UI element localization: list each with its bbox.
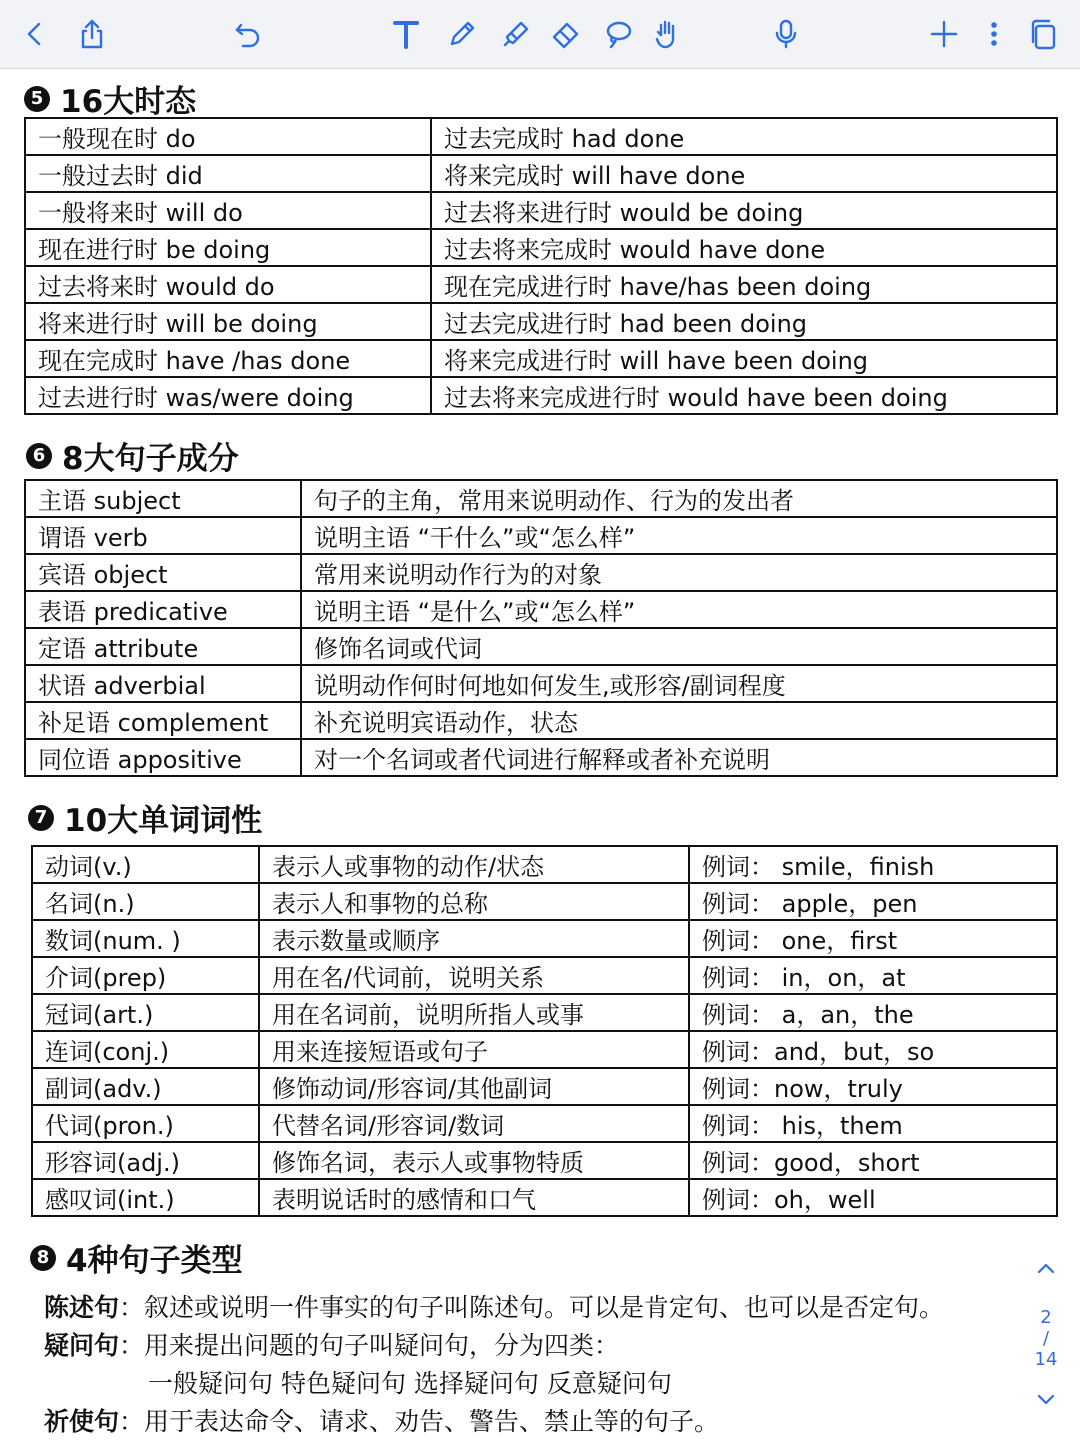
table-cell: 对一个名词或者代词进行解释或者补充说明	[301, 739, 1057, 776]
table-cell: 补充说明宾语动作，状态	[301, 702, 1057, 739]
table-cell: 过去完成时 had done	[431, 118, 1057, 155]
table-cell: 宾语 object	[25, 554, 301, 591]
table-cell: 表语 predicative	[25, 591, 301, 628]
table-cell: 定语 attribute	[25, 628, 301, 665]
table-row	[25, 192, 1057, 229]
back-icon[interactable]	[14, 14, 54, 54]
table-row	[32, 957, 1057, 994]
table-cell: 将来完成进行时 will have been doing	[431, 340, 1057, 377]
table-row	[32, 1142, 1057, 1179]
table-cell: 表示数量或顺序	[259, 920, 689, 957]
table-row	[25, 554, 1057, 591]
table-row	[25, 702, 1057, 739]
hand-icon[interactable]	[648, 14, 688, 54]
section7-title-text: 10大单词词性	[64, 803, 263, 839]
table-row	[25, 118, 1057, 155]
table-cell: 例词：and，but，so	[689, 1031, 1057, 1068]
table-row	[32, 1031, 1057, 1068]
sentence-type-label: 陈述句	[44, 1293, 120, 1322]
table-cell: 感叹词(int.)	[32, 1179, 259, 1216]
table-row	[32, 1068, 1057, 1105]
table-row	[25, 155, 1057, 192]
table-cell: 过去将来进行时 would be doing	[431, 192, 1057, 229]
table-cell: 例词： smile，finish	[689, 846, 1057, 883]
table-cell: 名词(n.)	[32, 883, 259, 920]
pen-icon[interactable]	[442, 14, 482, 54]
page-indicator	[1026, 1258, 1066, 1415]
sentence-parts-table	[24, 479, 1058, 777]
table-cell: 主语 subject	[25, 480, 301, 517]
section8-badge: 8	[30, 1245, 56, 1271]
table-cell: 用在名/代词前，说明关系	[259, 957, 689, 994]
section8-title-text: 4种句子类型	[66, 1243, 243, 1279]
table-row	[25, 739, 1057, 776]
section5-title	[24, 76, 196, 121]
declarative-sentence	[44, 1288, 944, 1324]
table-cell: 例词： his，them	[689, 1105, 1057, 1142]
share-icon[interactable]	[72, 14, 112, 54]
table-cell: 例词： apple，pen	[689, 883, 1057, 920]
table-row	[32, 883, 1057, 920]
current-page: 2	[1040, 1307, 1052, 1328]
section6-badge: 6	[26, 443, 52, 469]
table-cell: 表明说话时的感情和口气	[259, 1179, 689, 1216]
table-cell: 修饰名词，表示人或事物特质	[259, 1142, 689, 1179]
table-cell: 用在名词前，说明所指人或事	[259, 994, 689, 1031]
eraser-icon[interactable]	[546, 14, 586, 54]
text-tool-icon[interactable]	[386, 14, 426, 54]
table-cell: 说明动作何时何地如何发生,或形容/副词程度	[301, 665, 1057, 702]
table-cell: 一般现在时 do	[25, 118, 431, 155]
table-row	[25, 517, 1057, 554]
highlighter-icon[interactable]	[496, 14, 536, 54]
section7-badge: 7	[28, 805, 54, 831]
table-cell: 说明主语 “是什么”或“怎么样”	[301, 591, 1057, 628]
table-cell: 现在完成时 have /has done	[25, 340, 431, 377]
table-cell: 代词(pron.)	[32, 1105, 259, 1142]
tenses-table	[24, 117, 1058, 415]
table-row	[25, 340, 1057, 377]
table-cell: 一般将来时 will do	[25, 192, 431, 229]
table-cell: 冠词(art.)	[32, 994, 259, 1031]
table-cell: 动词(v.)	[32, 846, 259, 883]
section7-title	[28, 795, 262, 840]
toolbar	[0, 0, 1080, 69]
table-cell: 例词： in，on，at	[689, 957, 1057, 994]
table-cell: 一般过去时 did	[25, 155, 431, 192]
table-cell: 代替名词/形容词/数词	[259, 1105, 689, 1142]
table-row	[25, 377, 1057, 414]
table-cell: 例词： a，an，the	[689, 994, 1057, 1031]
table-cell: 用来连接短语或句子	[259, 1031, 689, 1068]
imperative-sentence	[44, 1402, 719, 1438]
chevron-down-icon[interactable]	[1026, 1388, 1066, 1415]
table-row	[25, 266, 1057, 303]
table-cell: 修饰动词/形容词/其他副词	[259, 1068, 689, 1105]
table-cell: 副词(adv.)	[32, 1068, 259, 1105]
page-separator: /	[1042, 1328, 1050, 1349]
table-row	[32, 920, 1057, 957]
table-cell: 现在完成进行时 have/has been doing	[431, 266, 1057, 303]
interrogative-sentence	[44, 1326, 619, 1362]
section6-title-text: 8大句子成分	[62, 441, 239, 477]
sentence-type-desc: ：叙述或说明一件事实的句子叫陈述句。可以是肯定句、也可以是否定句。	[119, 1293, 945, 1322]
table-cell: 同位语 appositive	[25, 739, 301, 776]
table-cell: 例词：good，short	[689, 1142, 1057, 1179]
table-row	[25, 229, 1057, 266]
table-cell: 过去将来时 would do	[25, 266, 431, 303]
table-cell: 例词：now，truly	[689, 1068, 1057, 1105]
table-cell: 过去完成进行时 had been doing	[431, 303, 1057, 340]
table-cell: 表示人或事物的动作/状态	[259, 846, 689, 883]
more-icon[interactable]	[974, 14, 1014, 54]
undo-icon[interactable]	[228, 14, 268, 54]
table-row	[25, 480, 1057, 517]
section5-badge: 5	[24, 86, 50, 112]
table-cell: 例词：oh，well	[689, 1179, 1057, 1216]
table-row	[32, 1105, 1057, 1142]
total-pages: 14	[1034, 1349, 1058, 1370]
section5-title-text: 16大时态	[60, 84, 197, 120]
section8-title	[30, 1235, 243, 1280]
table-row	[25, 591, 1057, 628]
sentence-type-desc: ：用来提出问题的句子叫疑问句，分为四类：	[119, 1331, 620, 1360]
table-cell: 将来进行时 will be doing	[25, 303, 431, 340]
table-cell: 介词(prep)	[32, 957, 259, 994]
table-cell: 补足语 complement	[25, 702, 301, 739]
table-row	[32, 994, 1057, 1031]
question-kinds: 一般疑问句 特色疑问句 选择疑问句 反意疑问句	[148, 1369, 672, 1398]
pages-icon[interactable]	[1024, 14, 1064, 54]
table-cell: 说明主语 “干什么”或“怎么样”	[301, 517, 1057, 554]
lasso-icon[interactable]	[598, 14, 638, 54]
sentence-type-label: 祈使句	[44, 1407, 120, 1436]
table-cell: 表示人和事物的总称	[259, 883, 689, 920]
table-row	[32, 1179, 1057, 1216]
sentence-type-label: 疑问句	[44, 1331, 120, 1360]
table-cell: 状语 adverbial	[25, 665, 301, 702]
table-row	[25, 628, 1057, 665]
table-cell: 句子的主角，常用来说明动作、行为的发出者	[301, 480, 1057, 517]
table-cell: 过去进行时 was/were doing	[25, 377, 431, 414]
table-cell: 过去将来完成进行时 would have been doing	[431, 377, 1057, 414]
table-cell: 修饰名词或代词	[301, 628, 1057, 665]
table-cell: 将来完成时 will have done	[431, 155, 1057, 192]
table-row	[25, 665, 1057, 702]
table-cell: 例词： one，first	[689, 920, 1057, 957]
table-cell: 连词(conj.)	[32, 1031, 259, 1068]
table-cell: 常用来说明动作行为的对象	[301, 554, 1057, 591]
word-classes-table	[31, 845, 1058, 1217]
table-row	[25, 303, 1057, 340]
table-cell: 过去将来完成时 would have done	[431, 229, 1057, 266]
table-cell: 谓语 verb	[25, 517, 301, 554]
table-row	[32, 846, 1057, 883]
table-cell: 数词(num. )	[32, 920, 259, 957]
chevron-up-icon[interactable]	[1026, 1258, 1066, 1285]
table-cell: 形容词(adj.)	[32, 1142, 259, 1179]
section6-title	[26, 433, 239, 478]
sentence-type-desc: ：用于表达命令、请求、劝告、警告、禁止等的句子。	[119, 1407, 720, 1436]
add-icon[interactable]	[924, 14, 964, 54]
table-cell: 现在进行时 be doing	[25, 229, 431, 266]
microphone-icon[interactable]	[766, 14, 806, 54]
